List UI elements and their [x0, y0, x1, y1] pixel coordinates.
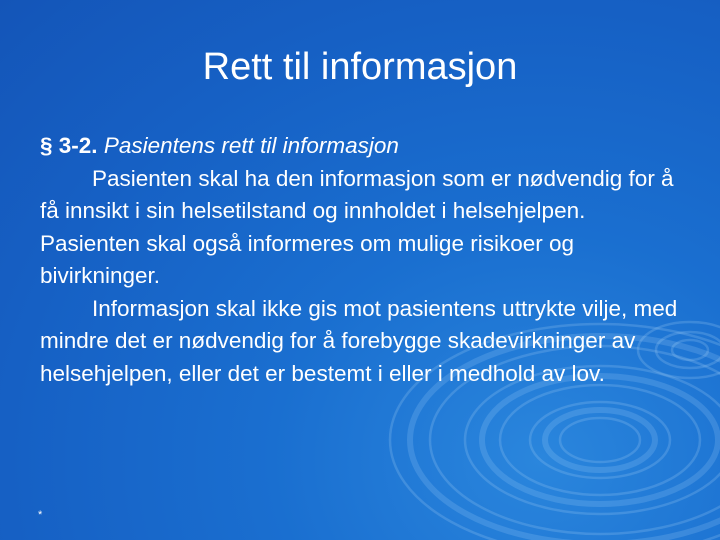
paragraph-2: Informasjon skal ikke gis mot pasientens uttrykte vilje, med mindre det er nødvendig for å forebygge skadevirkninger av helsehjelpen, eller det er bestemt i eller i medhold av lov.: [40, 295, 678, 386]
section-header: [40, 130, 680, 163]
paragraph-1: Pasienten skal ha den informasjon som er nødvendig for å få innsikt i sin helsetilstand og innholdet i helsehjelpen. Pasienten skal også informeres om mulige risikoer og bivirkninger.: [40, 165, 674, 288]
section-heading: Pasientens rett til informasjon: [103, 133, 399, 158]
slide-body: [40, 130, 680, 390]
slide-title: Rett til informasjon: [202, 46, 518, 88]
section-number: § 3-2.: [40, 133, 98, 158]
footnote-marker: *: [38, 509, 43, 521]
